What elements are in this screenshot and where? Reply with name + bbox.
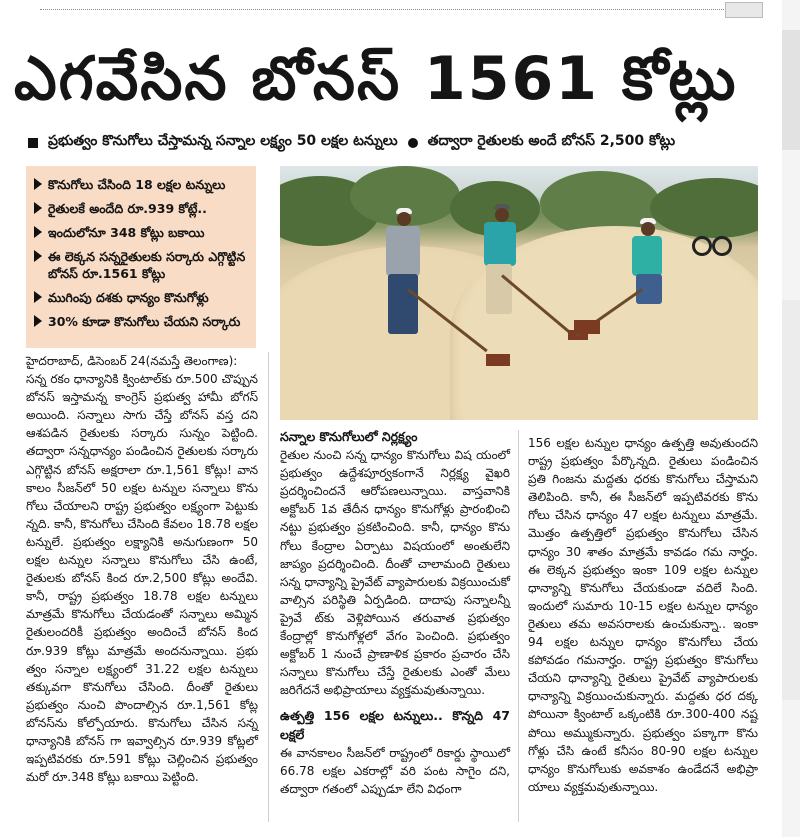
highlight-text: ముగింపు దశకు ధాన్యం కొనుగోళ్లు (48, 290, 209, 305)
column-divider (518, 430, 519, 822)
highlight-text: ఈ లెక్కన సన్నరైతులకు సర్కారు ఎగ్గొట్టిన బోనస్ రూ.1561 కోట్లు (48, 249, 246, 281)
article-column-2 (280, 428, 510, 798)
subheadline-part-2: తద్వారా రైతులకు అందే బోనస్ 2,500 కోట్లు (427, 133, 676, 149)
highlight-item (34, 313, 248, 330)
corner-label (725, 2, 763, 18)
triangle-bullet-icon (34, 291, 42, 303)
triangle-bullet-icon (34, 178, 42, 190)
article-text: 156 లక్షల టన్నుల ధాన్యం ఉత్పత్తి అవుతుందని రాష్ట్ర ప్రభుత్వం పేర్కొన్నది. రైతులు పండించిన ప్రతి గింజను మద్దతు ధరకు కొనుగోలు చేస్తామని తెలిపింది. కానీ, ఈ సీజన్‌లో ఇప్పటివరకు కొను గోలు చేసిన ధాన్యం 47 లక్షల టన్నులు మాత్రమే. మొత్తం ఉత్పత్తిలో ప్రభుత్వం కొనుగోలు చేసిన ధాన్యం 30 శాతం మాత్రమే కావడం గమ నార్హం. ఈ లెక్కన ప్రభుత్వం ఇంకా 109 లక్షల టన్నుల ధాన్యాన్ని కొనుగోలు చేయకుండా వదిలే సింది. ఇందులో సుమారు 10-15 లక్షల టన్నుల ధాన్యం రైతులు తమ అవసరాలకు ఉంచుకున్నా.. ఇంకా 94 లక్షల టన్నుల ధాన్యం కొనుగోలు చేయ కపోవడం గమనార్హం. రాష్ట్ర ప్రభుత్వం కొనుగోలు చేయని ధాన్యాన్ని రైతులు ప్రైవేట్ వ్యాపారులకు ధాన్యాన్ని విక్రయించుకున్నారు. మద్దతు ధర దక్క పోయినా క్వింటాల్ ఒక్కంటికి రూ.300-400 నష్ట పోయి అమ్ముకున్నారు. ప్రభుత్వం పక్కాగా కొను గోళ్లు చేసి ఉంటే కనీసం 80-90 లక్షల టన్నుల ధాన్యం కొనుగోలుకు అవకాశం ఉండేదనే అభిప్రా యాలు వ్యక్తమవుతున్నాయి. (528, 436, 758, 794)
highlight-item (34, 176, 248, 193)
adjacent-page-strip (782, 0, 800, 837)
headline: ఎగవేసిన బోనస్ 1561 కోట్లు (14, 44, 738, 114)
top-margin (0, 0, 760, 30)
section-heading: సన్నాల కొనుగోలులో నిర్లక్ష్యం (280, 429, 418, 444)
highlights-box (26, 166, 256, 348)
article-column-3 (528, 434, 758, 796)
motorcycle (692, 232, 728, 252)
highlight-text: కొనుగోలు చేసింది 18 లక్షల టన్నులు (48, 177, 226, 192)
triangle-bullet-icon (34, 315, 42, 327)
section-heading: ఉత్పత్తి 156 లక్షల టన్నులు.. కొన్నది 47 లక్షలే (280, 708, 510, 742)
subheadline-part-1: ప్రభుత్వం కొనుగోలు చేస్తామన్న సన్నాల లక్ష్యం 50 లక్షల టన్నులు (48, 133, 398, 149)
subheadline (28, 133, 768, 152)
column-divider (268, 352, 269, 822)
square-bullet-icon (28, 138, 38, 148)
circle-bullet-icon (408, 138, 418, 148)
clipping-edge (40, 6, 740, 10)
article-text: ఈ వానకాలం సీజన్‌లో రాష్ట్రంలో రికార్డు స్థాయిలో 66.78 లక్షల ఎకరాల్లో వరి పంట సాగైం దని, తద్వారా గతంలో ఎప్పుడూ లేని విధంగా (280, 745, 510, 796)
triangle-bullet-icon (34, 202, 42, 214)
article-text: సన్న రకం ధాన్యానికి క్వింటాల్‌కు రూ.500 చొప్పున బోనస్ ఇస్తామన్న కాంగ్రెస్ ప్రభుత్వ హామీ బోగస్ అయింది. సన్నాలు సాగు చేస్తే బోనస్ వస్త దని ఆశపడిన రైతులకు సర్కారు సున్నం పెట్టింది. తద్వారా సన్నధాన్యం పండించిన రైతులకు సర్కారు ఎగ్గొట్టిన బోనస్ అక్షరాలా రూ.1,561 కోట్లు! వాన కాలం సీజన్‌లో 50 లక్షల టన్నుల సన్నాలు కొను గోలు చేయాలని రాష్ట్ర ప్రభుత్వం లక్ష్యంగా పెట్టుకు న్నది. కానీ, కొనుగోలు చేసింది కేవలం 18.78 లక్షల టన్నులే. ప్రభుత్వం లక్ష్యానికి అనుగుణంగా 50 లక్షల టన్నుల సన్నాలు కొనుగోలు చేసి ఉంటే, రైతులకు బోనస్ కింద రూ.2,500 కోట్లు అందేవి. కానీ, రాష్ట్ర ప్రభుత్వం 18.78 లక్షల టన్నులు మాత్రమే కొనుగోలు చేయడంతో సన్నాలు అమ్మిన రైతులందరికీ ప్రభుత్వం అందించే బోనస్ కింద రూ.939 కోట్లు మాత్రమే అందనున్నాయి. ప్రభు త్వం సన్నాల లక్ష్యంలో 31.22 లక్షల టన్నులు తక్కువగా కొనుగోలు చేసింది. దీంతో రైతులు ప్రభుత్వం నుంచి పొందాల్సిన రూ.1,561 కోట్ల బోనస్‌ను కోల్పోయారు. కొనుగోలు చేసిన సన్న ధాన్యానికి బోనస్ గా ఇవ్వాల్సిన రూ.939 కోట్లలో ఇప్పటివరకు రూ.591 కోట్లు చెల్లించిన ప్రభుత్వం మరో రూ.348 కోట్లు బకాయి పెట్టింది. (26, 372, 258, 785)
highlight-item (34, 224, 248, 241)
article-column-1 (26, 352, 258, 786)
article-text: రైతుల నుంచి సన్న ధాన్యం కొనుగోలు విష యంలో ప్రభుత్వం ఉద్దేశపూర్వకంగానే నిర్లక్ష్య వైఖరి ప్రదర్శించిందనే ఆరోపణలున్నాయి. వాస్తవానికి అక్టోబర్ 1వ తేదీన ధాన్యం కొనుగోళ్లు ప్రారంభించి నట్టు ప్రభుత్వం ప్రకటించింది. కానీ, ధాన్యం కొను గోలు కేంద్రాల ఏర్పాటు విషయంలో అంతులేని జాప్యం ప్రదర్శించింది. దీంతో చాలామంది రైతులు సన్న ధాన్యాన్ని ప్రైవేట్ వ్యాపారులకు విక్రయించుకో వాల్సిన పరిస్థితి ఏర్పడింది. దాదాపు సన్నాలన్నీ ప్రైవే ట్‌కు వెళ్లిపోయిన తరువాత ప్రభుత్వం కేంద్రాల్లో కొనుగోళ్లలో వేగం పెంచింది. ప్రభుత్వం అక్టోబర్ 1 నుంచే ప్రాణాళిక ప్రకారం ప్రచారం చేసి సన్నాలు కొనుగోలు చేస్తే రైతులకు ఎంతో మేలు జరిగేదనే అభిప్రాయాలు వ్యక్తమవుతున్నాయి. (280, 448, 510, 698)
highlight-text: 30% కూడా కొనుగోలు చేయని సర్కారు (48, 314, 241, 329)
highlight-text: ఇందులోనూ 348 కోట్లు బకాయి (48, 225, 205, 240)
highlight-text: రైతులకే అందేది రూ.939 కోట్లే.. (48, 201, 207, 216)
highlight-item (34, 289, 248, 306)
triangle-bullet-icon (34, 226, 42, 238)
highlight-item (34, 200, 248, 217)
triangle-bullet-icon (34, 250, 42, 262)
dateline: హైదరాబాద్, డిసెంబర్ 24(నమస్తే తెలంగాణ): (26, 354, 238, 368)
highlight-item (34, 248, 248, 282)
news-photo-farmers-drying-paddy (280, 166, 758, 420)
